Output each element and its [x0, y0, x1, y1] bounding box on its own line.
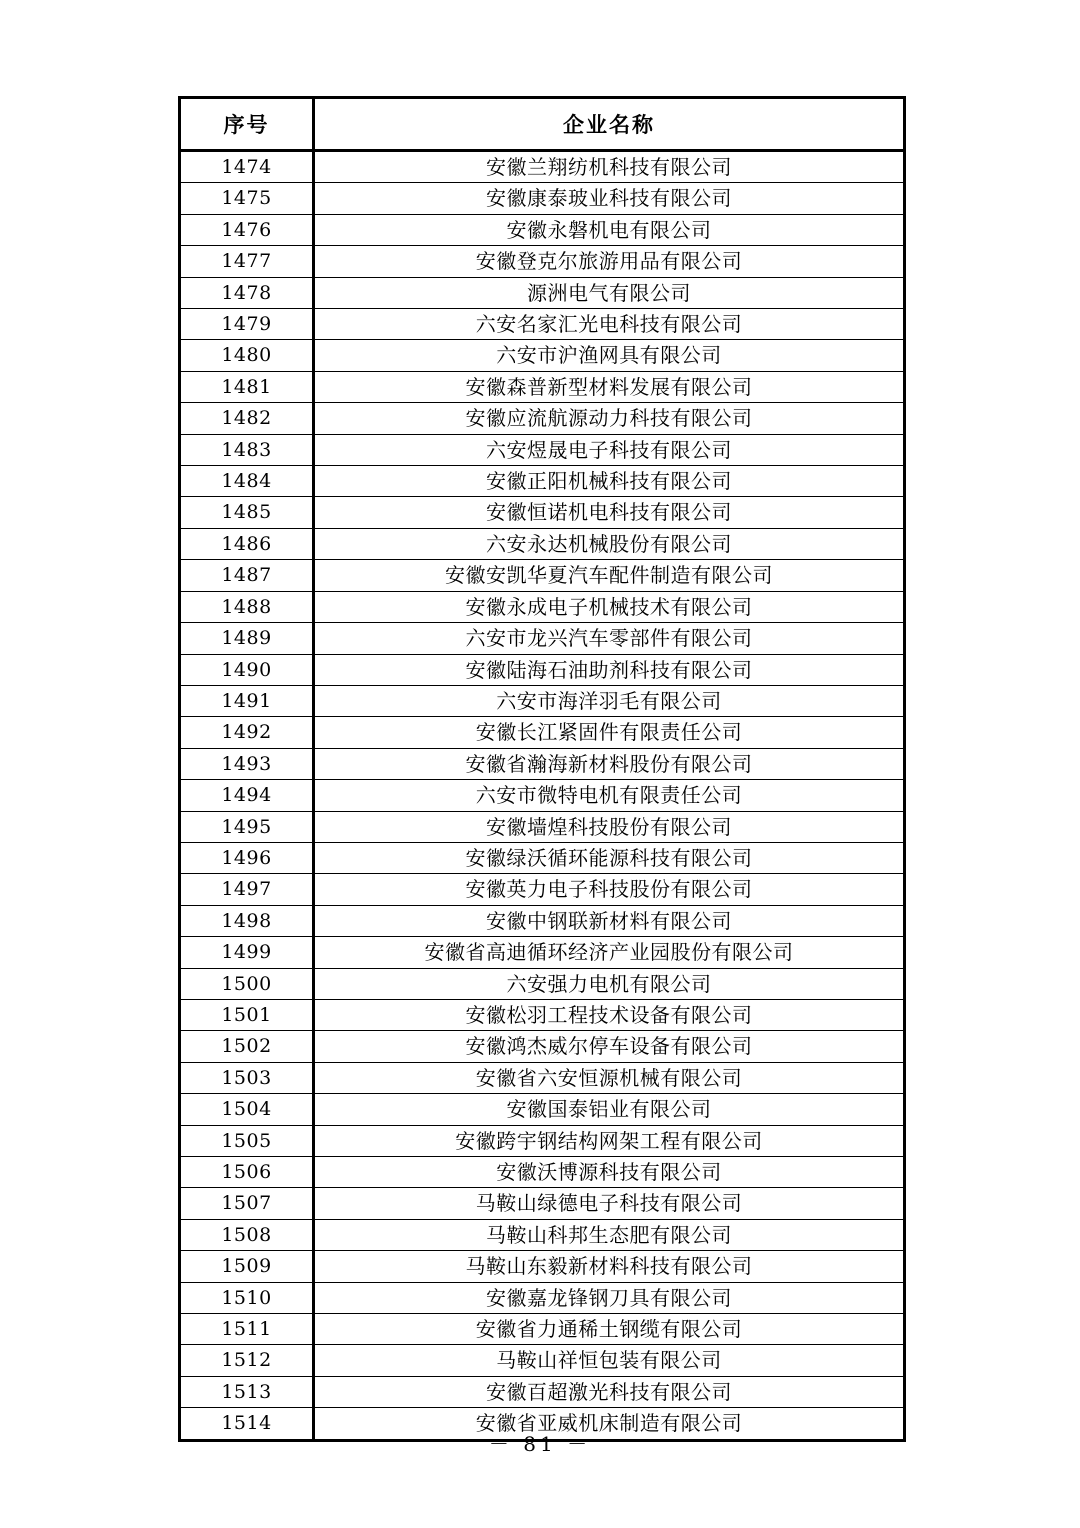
cell-index: 1496: [180, 842, 314, 873]
cell-index: 1511: [180, 1314, 314, 1345]
table-row: [180, 151, 905, 183]
table-row: [180, 1282, 905, 1313]
table-row: [180, 1062, 905, 1093]
cell-index: 1482: [180, 403, 314, 434]
cell-index: 1514: [180, 1408, 314, 1440]
cell-index: 1509: [180, 1251, 314, 1282]
cell-enterprise-name: 安徽陆海石油助剂科技有限公司: [314, 654, 905, 685]
cell-enterprise-name: 安徽绿沃循环能源科技有限公司: [314, 842, 905, 873]
column-header-name: 企业名称: [314, 98, 905, 151]
cell-index: 1502: [180, 1031, 314, 1062]
table-row: [180, 1031, 905, 1062]
cell-enterprise-name: 六安市沪渔网具有限公司: [314, 340, 905, 371]
table-row: [180, 466, 905, 497]
cell-index: 1504: [180, 1094, 314, 1125]
table-row: [180, 1188, 905, 1219]
table-row: [180, 591, 905, 622]
cell-index: 1478: [180, 277, 314, 308]
table-row: [180, 214, 905, 245]
cell-enterprise-name: 安徽永成电子机械技术有限公司: [314, 591, 905, 622]
table-row: [180, 685, 905, 716]
cell-index: 1494: [180, 780, 314, 811]
cell-enterprise-name: 安徽墙煌科技股份有限公司: [314, 811, 905, 842]
table-row: [180, 560, 905, 591]
table-row: [180, 1376, 905, 1407]
table-row: [180, 434, 905, 465]
cell-index: 1493: [180, 748, 314, 779]
cell-enterprise-name: 安徽百超激光科技有限公司: [314, 1376, 905, 1407]
cell-enterprise-name: 马鞍山绿德电子科技有限公司: [314, 1188, 905, 1219]
cell-index: 1498: [180, 905, 314, 936]
cell-index: 1492: [180, 717, 314, 748]
cell-enterprise-name: 安徽国泰铝业有限公司: [314, 1094, 905, 1125]
cell-enterprise-name: 安徽省亚威机床制造有限公司: [314, 1408, 905, 1440]
table-row: [180, 780, 905, 811]
table-row: [180, 1251, 905, 1282]
table-row: [180, 999, 905, 1030]
cell-index: 1484: [180, 466, 314, 497]
cell-enterprise-name: 安徽跨宇钢结构网架工程有限公司: [314, 1125, 905, 1156]
table-header-row: [180, 98, 905, 151]
page-number: － 81 －: [488, 1432, 592, 1456]
cell-enterprise-name: 安徽应流航源动力科技有限公司: [314, 403, 905, 434]
table-row: [180, 968, 905, 999]
cell-enterprise-name: 六安强力电机有限公司: [314, 968, 905, 999]
cell-index: 1513: [180, 1376, 314, 1407]
cell-index: 1497: [180, 874, 314, 905]
table-row: [180, 937, 905, 968]
table-row: [180, 277, 905, 308]
cell-index: 1489: [180, 623, 314, 654]
cell-enterprise-name: 六安永达机械股份有限公司: [314, 528, 905, 559]
cell-enterprise-name: 安徽康泰玻业科技有限公司: [314, 183, 905, 214]
cell-enterprise-name: 马鞍山科邦生态肥有限公司: [314, 1219, 905, 1250]
table-row: [180, 246, 905, 277]
cell-index: 1503: [180, 1062, 314, 1093]
cell-index: 1499: [180, 937, 314, 968]
cell-index: 1512: [180, 1345, 314, 1376]
table-header: [180, 98, 905, 151]
table-row: [180, 654, 905, 685]
cell-index: 1491: [180, 685, 314, 716]
table-row: [180, 874, 905, 905]
cell-index: 1479: [180, 309, 314, 340]
table-row: [180, 1094, 905, 1125]
cell-enterprise-name: 安徽沃博源科技有限公司: [314, 1157, 905, 1188]
cell-index: 1483: [180, 434, 314, 465]
cell-index: 1488: [180, 591, 314, 622]
table-row: [180, 623, 905, 654]
cell-enterprise-name: 安徽正阳机械科技有限公司: [314, 466, 905, 497]
cell-enterprise-name: 马鞍山祥恒包装有限公司: [314, 1345, 905, 1376]
cell-enterprise-name: 安徽登克尔旅游用品有限公司: [314, 246, 905, 277]
cell-index: 1477: [180, 246, 314, 277]
cell-index: 1474: [180, 151, 314, 183]
table-body: [180, 151, 905, 1441]
table-row: [180, 842, 905, 873]
cell-enterprise-name: 六安市龙兴汽车零部件有限公司: [314, 623, 905, 654]
cell-index: 1508: [180, 1219, 314, 1250]
cell-index: 1505: [180, 1125, 314, 1156]
table-row: [180, 1314, 905, 1345]
table-row: [180, 371, 905, 402]
enterprise-list-table: [178, 96, 906, 1442]
cell-index: 1485: [180, 497, 314, 528]
table-row: [180, 1345, 905, 1376]
cell-enterprise-name: 安徽安凯华夏汽车配件制造有限公司: [314, 560, 905, 591]
cell-enterprise-name: 六安市微特电机有限责任公司: [314, 780, 905, 811]
cell-index: 1475: [180, 183, 314, 214]
table-row: [180, 811, 905, 842]
table-row: [180, 309, 905, 340]
cell-index: 1500: [180, 968, 314, 999]
table-row: [180, 905, 905, 936]
cell-index: 1501: [180, 999, 314, 1030]
cell-enterprise-name: 六安煜晟电子科技有限公司: [314, 434, 905, 465]
cell-index: 1487: [180, 560, 314, 591]
cell-enterprise-name: 安徽省高迪循环经济产业园股份有限公司: [314, 937, 905, 968]
cell-index: 1476: [180, 214, 314, 245]
cell-enterprise-name: 安徽兰翔纺机科技有限公司: [314, 151, 905, 183]
cell-enterprise-name: 安徽嘉龙锋钢刀具有限公司: [314, 1282, 905, 1313]
cell-enterprise-name: 安徽中钢联新材料有限公司: [314, 905, 905, 936]
cell-index: 1490: [180, 654, 314, 685]
cell-index: 1506: [180, 1157, 314, 1188]
cell-enterprise-name: 安徽省六安恒源机械有限公司: [314, 1062, 905, 1093]
table-row: [180, 1157, 905, 1188]
table-row: [180, 183, 905, 214]
table-row: [180, 717, 905, 748]
table-row: [180, 340, 905, 371]
table-row: [180, 1125, 905, 1156]
cell-enterprise-name: 安徽省力通稀土钢缆有限公司: [314, 1314, 905, 1345]
table-row: [180, 403, 905, 434]
cell-index: 1510: [180, 1282, 314, 1313]
cell-enterprise-name: 安徽森普新型材料发展有限公司: [314, 371, 905, 402]
table-row: [180, 497, 905, 528]
column-header-index: 序号: [180, 98, 314, 151]
cell-enterprise-name: 源洲电气有限公司: [314, 277, 905, 308]
cell-enterprise-name: 马鞍山东毅新材料科技有限公司: [314, 1251, 905, 1282]
cell-index: 1480: [180, 340, 314, 371]
cell-enterprise-name: 安徽省瀚海新材料股份有限公司: [314, 748, 905, 779]
table-row: [180, 528, 905, 559]
cell-enterprise-name: 六安名家汇光电科技有限公司: [314, 309, 905, 340]
table-row: [180, 1219, 905, 1250]
cell-index: 1486: [180, 528, 314, 559]
cell-enterprise-name: 安徽长江紧固件有限责任公司: [314, 717, 905, 748]
table-row: [180, 748, 905, 779]
cell-enterprise-name: 安徽英力电子科技股份有限公司: [314, 874, 905, 905]
cell-enterprise-name: 安徽松羽工程技术设备有限公司: [314, 999, 905, 1030]
cell-enterprise-name: 安徽永磐机电有限公司: [314, 214, 905, 245]
cell-index: 1495: [180, 811, 314, 842]
cell-index: 1481: [180, 371, 314, 402]
cell-index: 1507: [180, 1188, 314, 1219]
cell-enterprise-name: 安徽恒诺机电科技有限公司: [314, 497, 905, 528]
cell-enterprise-name: 安徽鸿杰威尔停车设备有限公司: [314, 1031, 905, 1062]
cell-enterprise-name: 六安市海洋羽毛有限公司: [314, 685, 905, 716]
